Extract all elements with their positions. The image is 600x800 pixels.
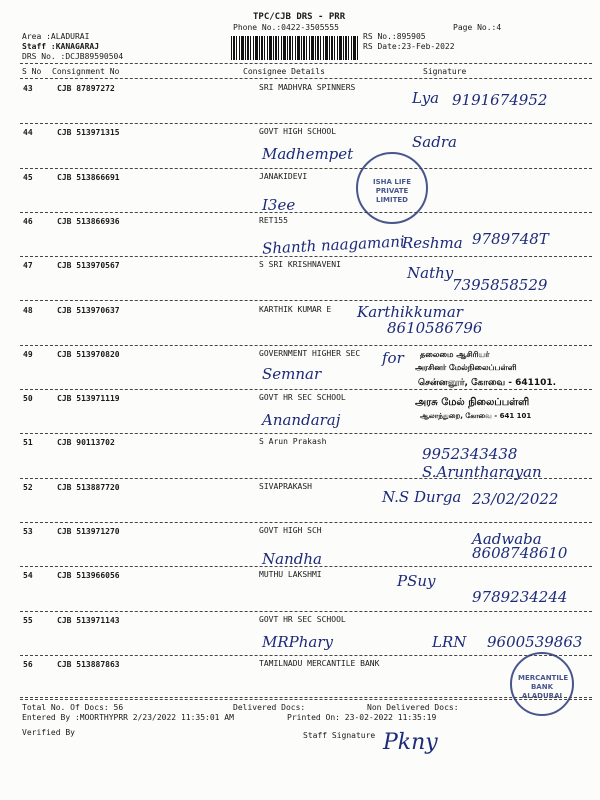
row-consignee: SRI MADHVRA SPINNERS [259, 83, 356, 92]
signature-text: 9191674952 [452, 91, 548, 109]
row-signature [262, 228, 592, 260]
signature-text: 9952343438 [422, 445, 518, 464]
row-sno: 55 [23, 615, 33, 625]
signature-text: N.S Durga [382, 487, 462, 506]
row-sno: 44 [23, 128, 33, 138]
row-consignee: TAMILNADU MERCANTILE BANK [259, 658, 380, 668]
entered-by: Entered By :MOORTHYPRR 2/23/2022 11:35:01 AM [22, 713, 234, 722]
signature-text: 7395858529 [452, 276, 548, 295]
row-sno: 48 [23, 305, 33, 315]
signature-text: I3ee [262, 195, 296, 214]
row-consignee: S SRI KRISHNAVENI [259, 260, 341, 270]
table-row [0, 214, 600, 264]
signature-text: Madhempet [262, 145, 354, 164]
table-row [0, 613, 600, 663]
row-separator [20, 389, 592, 390]
signature-text: Shanth naagamani [261, 232, 406, 258]
signature-text: 9789234244 [472, 588, 568, 607]
delivered-docs: Delivered Docs: [233, 703, 306, 712]
row-sno: 43 [23, 84, 33, 93]
row-separator [20, 699, 592, 700]
signature-text: Lya [412, 89, 440, 107]
row-consignment-no: CJB 513966056 [57, 571, 120, 581]
row-consignment-no: CJB 87897272 [57, 84, 115, 93]
row-signature [262, 445, 592, 482]
row-signature [262, 133, 592, 171]
row-sno: 56 [23, 659, 33, 669]
staff-signature-mark: Pkny [383, 730, 438, 755]
table-row [0, 170, 600, 220]
row-sno: 47 [23, 261, 33, 271]
signature-text: PSuy [397, 572, 436, 591]
row-consignment-no: CJB 513971119 [57, 394, 120, 404]
signature-text: 9600539863 [487, 632, 583, 651]
rs-date: RS Date:23-Feb-2022 [363, 42, 455, 51]
row-consignment-no: CJB 513970567 [57, 261, 120, 271]
row-separator [20, 522, 592, 523]
row-consignment-no: CJB 513887863 [57, 659, 120, 669]
signature-text: S.Aruntharayan [422, 463, 542, 482]
table-row [0, 568, 600, 618]
company-seal-text: ISHA LIFE PRIVATE LIMITED [373, 178, 411, 204]
col-header-sno: S No [22, 67, 42, 76]
row-separator [20, 566, 592, 567]
row-separator [20, 433, 592, 434]
row-consignee: JANAKIDEVI [259, 171, 308, 181]
row-consignee: S Arun Prakash [259, 437, 327, 447]
row-separator [20, 123, 592, 124]
row-signature [262, 89, 592, 127]
doc-title: TPC/CJB DRS - PRR [253, 12, 346, 22]
table-row [0, 125, 600, 175]
bank-seal-text: MERCANTILE BANK ALADURAI [518, 674, 569, 700]
row-separator [20, 256, 592, 257]
signature-text: 8608748610 [472, 544, 568, 562]
school-stamp-line-2: சென்னனூர், கோவை - 641101. [418, 378, 557, 388]
row-consignment-no: CJB 513971315 [57, 128, 120, 138]
row-sno: 54 [23, 571, 33, 581]
signature-text: for [382, 348, 404, 367]
printed-on: Printed On: 23-02-2022 11:35:19 [287, 713, 437, 722]
row-sno: 53 [23, 527, 33, 536]
row-sno: 51 [23, 438, 33, 448]
row-signature [262, 405, 592, 437]
signature-text: 9789748T [472, 229, 549, 248]
table-row [0, 524, 600, 574]
row-consignee: RET155 [259, 215, 288, 225]
school2-stamp-line-1: அரசு மேல் நிலைப்பள்ளி [415, 397, 530, 408]
signature-text: 23/02/2022 [472, 489, 559, 508]
row-consignee: GOVT HR SEC SCHOOL [259, 393, 346, 403]
signature-text: Anandaraj [262, 411, 341, 430]
bank-seal [510, 652, 574, 716]
row-consignment-no: CJB 513970820 [57, 349, 120, 359]
row-consignment-no: CJB 90113702 [57, 438, 115, 448]
row-consignee: SIVAPRAKASH [259, 481, 312, 491]
total-docs: Total No. Of Docs: 56 [22, 703, 124, 712]
row-sno: 52 [23, 482, 33, 492]
table-row [0, 435, 600, 485]
row-consignee: GOVT HIGH SCHOOL [259, 127, 337, 137]
row-separator [20, 611, 592, 612]
footer-rule [20, 697, 592, 698]
row-separator [20, 345, 592, 346]
header-rule-bottom [20, 78, 592, 79]
staff-signature-label: Staff Signature [303, 731, 376, 740]
signature-text: Nandha [262, 550, 322, 568]
phone-number: Phone No.:0422-3505555 [233, 23, 339, 32]
drs-number: DRS No. :DCJB89590504 [22, 52, 124, 61]
table-row [0, 258, 600, 308]
row-consignee: MUTHU LAKSHMI [259, 570, 322, 580]
row-consignment-no: CJB 513971270 [57, 527, 120, 536]
col-header-signature: Signature [423, 67, 467, 76]
row-consignment-no: CJB 513971143 [57, 615, 120, 625]
row-consignment-no: CJB 513887720 [57, 482, 120, 492]
row-consignment-no: CJB 513866936 [57, 216, 120, 226]
signature-text: Karthikkumar [357, 302, 463, 321]
verified-by: Verified By [22, 728, 75, 737]
row-consignment-no: CJB 513866691 [57, 172, 120, 182]
table-row [0, 81, 600, 131]
row-consignment-no: CJB 513970637 [57, 305, 120, 315]
barcode [231, 36, 359, 60]
signature-text: MRPhary [262, 632, 333, 651]
signature-text: Sadra [412, 133, 457, 152]
rs-number: RS No.:895905 [363, 32, 426, 41]
row-separator [20, 212, 592, 213]
school-head-stamp: தலைமை ஆசிரியர் [420, 350, 490, 359]
row-signature [262, 487, 592, 526]
row-separator [20, 478, 592, 479]
row-consignee: GOVT HIGH SCH [259, 526, 322, 535]
row-consignee: GOVERNMENT HIGHER SEC [259, 348, 361, 358]
signature-text: 8610586796 [387, 318, 483, 337]
table-row [0, 480, 600, 530]
row-separator [20, 300, 592, 301]
table-row [0, 303, 600, 353]
row-consignee: GOVT HR SEC SCHOOL [259, 614, 346, 624]
signature-text: Nathy [407, 264, 454, 283]
row-separator [20, 655, 592, 656]
signature-text: Semnar [262, 364, 322, 383]
row-sno: 50 [23, 394, 33, 404]
row-sno: 45 [23, 172, 33, 182]
col-header-consignee: Consignee Details [243, 67, 325, 76]
row-separator [20, 168, 592, 169]
area-label: Area :ALADURAI [22, 32, 90, 41]
signature-text: Aadwaba [472, 530, 542, 548]
header-rule-top [20, 63, 592, 64]
row-sno: 46 [23, 216, 33, 226]
col-header-consignment: Consignment No [52, 67, 120, 76]
page-number: Page No.:4 [453, 23, 502, 32]
signature-text: Reshma [402, 233, 463, 252]
company-seal [356, 152, 428, 224]
row-sno: 49 [23, 349, 33, 359]
school2-stamp-line-2: ஆலாந்துறை, கோவை - 641 101 [420, 412, 532, 420]
non-delivered-docs: Non Delivered Docs: [367, 703, 459, 712]
row-consignee: KARTHIK KUMAR E [259, 304, 332, 314]
staff-label: Staff :KANAGARAJ [22, 42, 100, 51]
signature-text: LRN [432, 632, 467, 651]
school-stamp-line-1: அரசினர் மேல்நிலைப்பள்ளி [415, 363, 517, 372]
